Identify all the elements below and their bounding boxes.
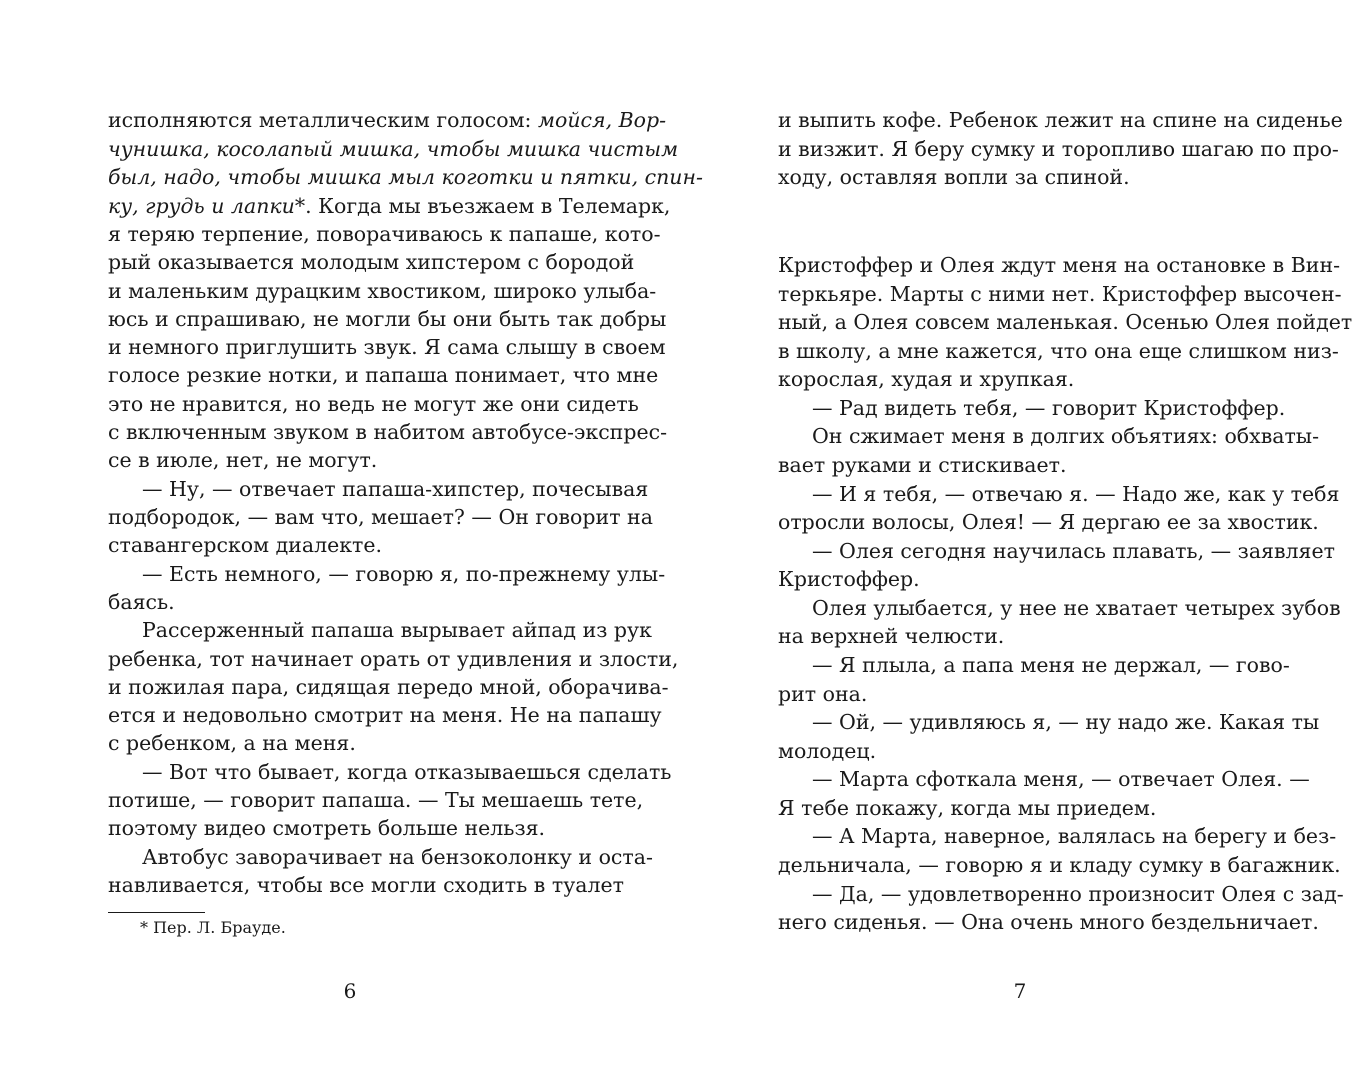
text-line: Кристоффер. xyxy=(778,567,920,591)
text-line: в школу, а мне кажется, что она еще слишком низ- xyxy=(778,339,1339,363)
text-line: вает руками и стискивает. xyxy=(778,453,1067,477)
text-line: — Вот что бывает, когда отказываешься сделать xyxy=(142,760,672,784)
text-line: Кристоффер и Олея ждут меня на остановке в Вин- xyxy=(778,253,1341,277)
text-line: него сиденья. — Она очень много бездельничает. xyxy=(778,910,1319,934)
text-line: ставангерском диалекте. xyxy=(108,533,383,557)
text-line: отросли волосы, Олея! — Я дергаю ее за хвостик. xyxy=(778,510,1319,534)
text-line: голосе резкие нотки, и папаша понимает, что мне xyxy=(108,363,659,387)
text-line: и пожилая пара, сидящая передо мной, оборачива- xyxy=(108,675,669,699)
text-line: ребенка, тот начинает орать от удивления и злости, xyxy=(108,647,679,671)
text-line: ходу, оставляя вопли за спиной. xyxy=(778,165,1130,189)
text-line: исполняются металлическим голосом: мойся, Вор- xyxy=(108,108,667,132)
page-number: 6 xyxy=(343,979,357,1003)
text-line: корослая, худая и хрупкая. xyxy=(778,367,1075,391)
footnote-divider xyxy=(108,912,205,913)
text-line: Он сжимает меня в долгих объятиях: обхваты- xyxy=(812,424,1320,448)
text-line: я теряю терпение, поворачиваюсь к папаше, кото- xyxy=(108,222,661,246)
text-line: поэтому видео смотреть больше нельзя. xyxy=(108,816,546,840)
text-line: — А Марта, наверное, валялась на берегу и без- xyxy=(812,824,1337,848)
text-line: ку, грудь и лапки*. Когда мы въезжаем в Телемарк, xyxy=(108,194,671,218)
text-line: — Я плыла, а папа меня не держал, — гово- xyxy=(812,653,1290,677)
text-line: баясь. xyxy=(108,590,175,614)
text-line: был, надо, чтобы мишка мыл коготки и пятки, спин- xyxy=(108,165,703,189)
text-line: потише, — говорит папаша. — Ты мешаешь тете, xyxy=(108,788,644,812)
text-line: с включенным звуком в набитом автобусе-экспрес- xyxy=(108,420,667,444)
text-line: Олея улыбается, у нее не хватает четырех зубов xyxy=(812,596,1341,620)
text-line: Автобус заворачивает на бензоколонку и оста- xyxy=(142,845,653,869)
text-line: се в июле, нет, не могут. xyxy=(108,448,378,472)
text-line: это не нравится, но ведь не могут же они сидеть xyxy=(108,392,639,416)
text-line: — Ой, — удивляюсь я, — ну надо же. Какая ты xyxy=(812,710,1320,734)
text-line: — Рад видеть тебя, — говорит Кристоффер. xyxy=(812,396,1286,420)
text-line: Я тебе покажу, когда мы приедем. xyxy=(778,796,1157,820)
text-line: с ребенком, а на меня. xyxy=(108,731,356,755)
text-line: — Олея сегодня научилась плавать, — заявляет xyxy=(812,539,1335,563)
text-line: молодец. xyxy=(778,739,877,763)
text-line: чунишка, косолапый мишка, чтобы мишка чистым xyxy=(108,137,679,161)
text-line: и визжит. Я беру сумку и торопливо шагаю по про- xyxy=(778,137,1339,161)
text-line: подбородок, — вам что, мешает? — Он говорит на xyxy=(108,505,653,529)
text-line: навливается, чтобы все могли сходить в туалет xyxy=(108,873,624,897)
text-line: и выпить кофе. Ребенок лежит на спине на сиденье xyxy=(778,108,1343,132)
right-page xyxy=(686,0,1371,1080)
text-line: теркьяре. Марты с ними нет. Кристоффер высочен- xyxy=(778,282,1342,306)
text-line: ется и недовольно смотрит на меня. Не на папашу xyxy=(108,703,662,727)
text-line: Рассерженный папаша вырывает айпад из рук xyxy=(142,618,652,642)
text-line: — И я тебя, — отвечаю я. — Надо же, как у тебя xyxy=(812,482,1340,506)
text-line: на верхней челюсти. xyxy=(778,624,1005,648)
text-line: и маленьким дурацким хвостиком, широко улыба- xyxy=(108,279,657,303)
text-line: юсь и спрашиваю, не могли бы они быть так добры xyxy=(108,307,667,331)
text-line: дельничала, — говорю я и кладу сумку в багажник. xyxy=(778,853,1341,877)
footnote: * Пер. Л. Брауде. xyxy=(140,918,286,937)
text-line: и немного приглушить звук. Я сама слышу в своем xyxy=(108,335,666,359)
text-line: ный, а Олея совсем маленькая. Осенью Олея пойдет xyxy=(778,310,1353,334)
text-line: рит она. xyxy=(778,682,868,706)
text-line: — Марта сфоткала меня, — отвечает Олея. — xyxy=(812,767,1310,791)
text-line: — Да, — удовлетворенно произносит Олея с зад- xyxy=(812,882,1344,906)
text-line: — Есть немного, — говорю я, по-прежнему улы- xyxy=(142,562,666,586)
text-line: — Ну, — отвечает папаша-хипстер, почесывая xyxy=(142,477,649,501)
text-line: рый оказывается молодым хипстером с бородой xyxy=(108,250,635,274)
page-number: 7 xyxy=(1013,979,1027,1003)
